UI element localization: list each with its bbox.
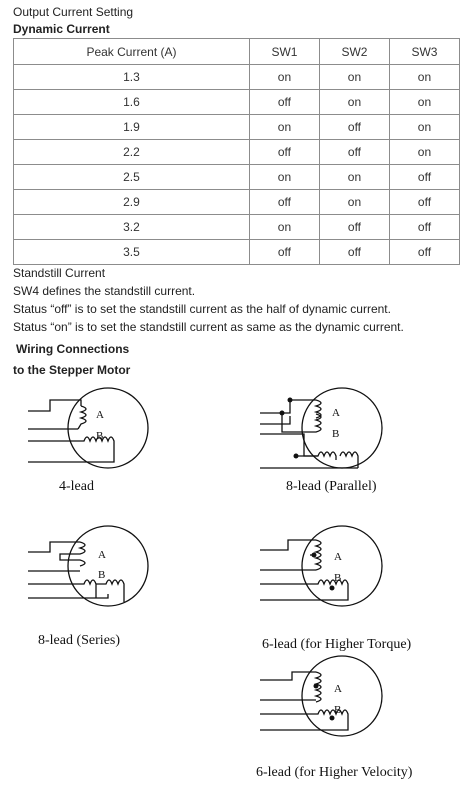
coil-b-label: B <box>98 569 106 581</box>
diagram-caption-6-lead-velocity: 6-lead (for Higher Velocity) <box>256 765 413 780</box>
table-body <box>14 65 460 265</box>
table-cell: off <box>249 90 319 115</box>
table-cell: off <box>389 240 459 265</box>
wiring-diagram-6-lead-velocity <box>256 652 386 742</box>
table-cell: off <box>249 240 319 265</box>
table-cell: off <box>319 215 389 240</box>
table-cell: on <box>319 90 389 115</box>
table-cell: 2.9 <box>14 190 250 215</box>
table-cell: off <box>249 190 319 215</box>
junction-dot <box>280 411 285 416</box>
diagram-caption-8-lead-parallel: 8-lead (Parallel) <box>286 479 377 494</box>
table-header-row <box>14 39 460 65</box>
wiring-diagram-4-lead <box>22 384 152 474</box>
table-cell: off <box>319 240 389 265</box>
table-header-cell: SW3 <box>389 39 459 65</box>
table-cell: on <box>389 90 459 115</box>
table-cell: off <box>389 165 459 190</box>
coil-a-label: A <box>334 683 342 695</box>
table-cell: off <box>389 215 459 240</box>
table-header-cell: SW1 <box>249 39 319 65</box>
center-tap-dot <box>314 684 319 689</box>
standstill-line-2: Status “off” is to set the standstill current as the half of dynamic current. <box>13 302 391 316</box>
diagram-caption-8-lead-series: 8-lead (Series) <box>38 633 121 648</box>
table-row <box>14 115 460 140</box>
table-cell: on <box>319 190 389 215</box>
coil-b-label: B <box>96 430 104 442</box>
table-row <box>14 165 460 190</box>
coil-a-label: A <box>96 409 104 421</box>
coil-a-series-winding <box>60 542 85 566</box>
standstill-line-1: SW4 defines the standstill current. <box>13 284 196 298</box>
diagram-caption-6-lead-torque: 6-lead (for Higher Torque) <box>262 637 412 652</box>
table-cell: 2.2 <box>14 140 250 165</box>
table-cell: 1.3 <box>14 65 250 90</box>
table-cell: 3.2 <box>14 215 250 240</box>
table-cell: on <box>249 65 319 90</box>
current-setting-table <box>13 38 460 265</box>
coil-a-winding <box>78 406 86 429</box>
wiring-subtitle: to the Stepper Motor <box>13 363 131 377</box>
table-cell: on <box>319 65 389 90</box>
table-cell: 1.9 <box>14 115 250 140</box>
standstill-title: Standstill Current <box>13 266 106 280</box>
motor-circle <box>302 526 382 606</box>
page-heading: Output Current Setting <box>13 5 134 19</box>
junction-dot <box>288 398 293 403</box>
dynamic-current-heading: Dynamic Current <box>13 22 110 36</box>
table-row <box>14 140 460 165</box>
diagram-caption-4-lead: 4-lead <box>59 479 94 494</box>
coil-a-label: A <box>332 407 340 419</box>
table-cell: on <box>249 215 319 240</box>
center-tap-dot <box>330 586 335 591</box>
table-row <box>14 240 460 265</box>
table-cell: on <box>249 165 319 190</box>
table-row <box>14 90 460 115</box>
table-cell: on <box>389 115 459 140</box>
table-row <box>14 190 460 215</box>
table-cell: on <box>319 165 389 190</box>
table-cell: on <box>389 65 459 90</box>
table-cell: off <box>249 140 319 165</box>
table-header-cell: Peak Current (A) <box>14 39 250 65</box>
center-tap-dot <box>312 553 317 558</box>
wiring-diagram-6-lead-torque <box>256 522 386 612</box>
lead-wire <box>260 416 290 424</box>
standstill-line-3: Status “on” is to set the standstill current as same as the dynamic current. <box>13 320 404 334</box>
table-cell: 1.6 <box>14 90 250 115</box>
coil-a-winding <box>316 540 321 570</box>
table-row <box>14 65 460 90</box>
coil-b-label: B <box>334 704 342 716</box>
center-tap-dot <box>330 716 335 721</box>
table-cell: off <box>319 140 389 165</box>
table-cell: on <box>249 115 319 140</box>
table-header-cell: SW2 <box>319 39 389 65</box>
table-cell: on <box>389 140 459 165</box>
wiring-diagram-8-lead-series <box>22 522 152 612</box>
table-cell: off <box>319 115 389 140</box>
wiring-diagram-8-lead-parallel <box>256 384 386 474</box>
coil-a-label: A <box>334 551 342 563</box>
table-cell: 3.5 <box>14 240 250 265</box>
wiring-title: Wiring Connections <box>16 342 130 356</box>
coil-a-label: A <box>98 549 106 561</box>
table-cell: 2.5 <box>14 165 250 190</box>
coil-b-label: B <box>332 428 340 440</box>
coil-b-label: B <box>334 572 342 584</box>
junction-dot <box>294 454 299 459</box>
table-row <box>14 215 460 240</box>
table-cell: off <box>389 190 459 215</box>
